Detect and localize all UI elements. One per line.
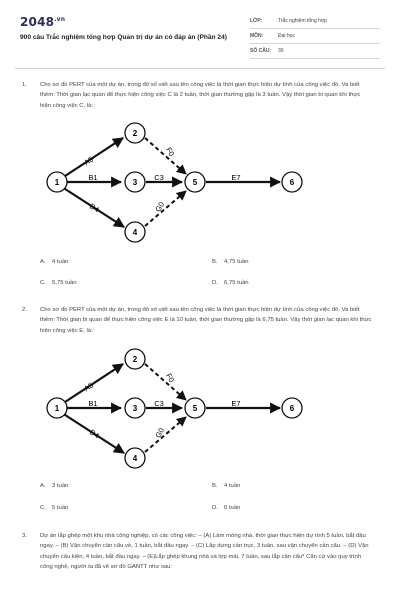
question-number: 3. xyxy=(22,533,27,539)
pert-diagram-2 xyxy=(0,226,400,486)
edge-label: C3 xyxy=(154,399,164,408)
node-label: 4 xyxy=(132,228,138,237)
node-label: 6 xyxy=(289,178,295,187)
meta-label: SỐ CÂU: xyxy=(250,48,272,54)
node-label: 2 xyxy=(132,129,138,138)
node-label: 1 xyxy=(54,178,60,187)
answer-option[interactable] xyxy=(212,505,240,511)
node-label: 5 xyxy=(192,178,198,187)
option-letter: C. xyxy=(40,280,46,286)
edge-label: F0 xyxy=(164,371,177,384)
node-label: 4 xyxy=(132,454,138,463)
question-text: Dự án lắp ghép một khu nhà công nghiệp, có các công việc: – (A) Làm móng nhà, thời gian thực hiện dự tính 5 tuần, bắt đầu ngay. – (B) Vận chuyển cần cẩu về, 1 tuần, bắt đầu ngay. – (C) Lắp dựng cần trục, 3 tuần, sau vận chuyển cần cẩu. – (D) Vận chuyển cấu kiện, 4 tuần, bắt đầu ngay. – (E)Lắp ghép khung nhà và lợp mái, 7 tuần, sau lắp cần cẩu* Căn cứ vào quy trình công nghệ, người ta đã vẽ sơ đồ GANTT như sau: xyxy=(40,533,369,570)
option-text: 3 tuần xyxy=(52,483,69,489)
logo-text: 2048 xyxy=(20,15,55,29)
node-label: 3 xyxy=(132,404,138,413)
option-text: 6 tuần xyxy=(224,505,241,511)
edge-label: D4 xyxy=(87,427,101,441)
edge-label: B1 xyxy=(88,173,98,182)
option-text: 4,75 tuần xyxy=(224,259,249,265)
edge-label: E7 xyxy=(231,399,241,408)
question-number: 1. xyxy=(22,82,27,88)
edge-label: A5 xyxy=(82,380,95,394)
option-letter: A. xyxy=(40,483,46,489)
edge-label: D4 xyxy=(87,201,101,215)
option-text: 5 tuần xyxy=(52,505,69,511)
question-text: Cho sơ đồ PERT của một dự án, trong đó số viết sau tên công việc là thời gian thực hiện dự tính của công việc đó. Va biết thêm: Thời gian bi quan để thực hiện công việc E là 10 tuần, thời gian thường gặp là 6,75 tuần. Vậy thời gian lạc quan khi thực hiện công việc E, là: xyxy=(40,307,372,334)
option-letter: C. xyxy=(40,505,46,511)
edge-label: F0 xyxy=(164,145,177,158)
logo-suffix: .vn xyxy=(54,16,66,23)
meta-value: Trắc nghiệm tổng hợp xyxy=(278,18,327,24)
node-label: 6 xyxy=(289,404,295,413)
node-label: 5 xyxy=(192,404,198,413)
pert-diagram-1 xyxy=(0,0,400,260)
option-letter: A. xyxy=(40,259,46,265)
answer-option[interactable] xyxy=(40,505,68,511)
option-text: 5,75 tuần xyxy=(52,280,77,286)
node-label: 2 xyxy=(132,355,138,364)
option-letter: D. xyxy=(212,280,218,286)
option-letter: D. xyxy=(212,505,218,511)
document-title: 900 câu Trắc nghiệm tổng hợp Quản trị dự án có đáp án (Phần 24) xyxy=(20,34,227,41)
edge-label: A5 xyxy=(82,154,95,168)
meta-label: MÔN: xyxy=(250,33,264,39)
edge-label: E7 xyxy=(231,173,241,182)
meta-value: 30 xyxy=(278,48,284,54)
option-letter: B. xyxy=(212,259,218,265)
node-label: 3 xyxy=(132,178,138,187)
option-text: 4 tuần xyxy=(52,259,69,265)
question-text: Cho sơ đồ PERT của một dự án, trong đó số viết sau tên công việc là thời gian thực hiện dự tính của công việc đó. Va biết thêm: Thời gian lạc quan để thực hiện công việc C là 2 tuần, thời gian thường gặp là 3 tuần. Vậy thời gian bi quan khi thực hiện công việc C, là: xyxy=(40,82,361,109)
meta-value: Đại học xyxy=(278,33,295,39)
meta-label: LỚP: xyxy=(250,18,263,24)
edge-label: G0 xyxy=(153,426,167,440)
option-text: 6,75 tuần xyxy=(224,280,249,286)
edge-label: C3 xyxy=(154,173,164,182)
node-label: 1 xyxy=(54,404,60,413)
option-letter: B. xyxy=(212,483,218,489)
edge-label: B1 xyxy=(88,399,98,408)
question-number: 2. xyxy=(22,307,27,313)
answer-option[interactable] xyxy=(40,483,68,489)
edge-label: G0 xyxy=(153,200,167,214)
option-text: 4 tuần xyxy=(224,483,241,489)
answer-option[interactable] xyxy=(212,483,240,489)
